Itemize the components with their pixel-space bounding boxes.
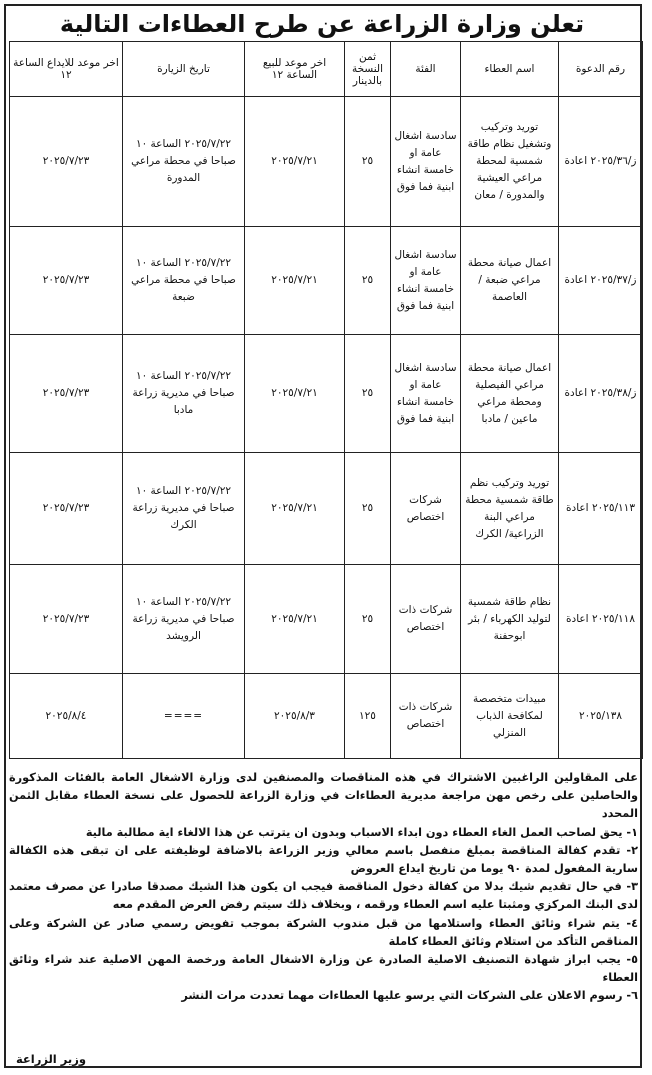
note-item-2: ٢- تقدم كفالة المناقصة بمبلغ منفصل باسم معالي وزير الزراعة بالاضافة لوظيفته على ان تبقى هذه الكفالة سارية المفعول لمدة ٩٠ يوما من تاريخ ايداع العروض [9,843,638,876]
cell-tender-name: اعمال صيانة محطة مراعي الفيصلية ومحطة مراعي ماعين / مادبا [461,335,559,453]
cell-price: ٢٥ [345,227,391,335]
table-row [10,97,643,227]
cell-sale-deadline: ٢٠٢٥/٨/٣ [245,674,345,759]
cell-visit-date: ٢٠٢٥/٧/٢٢ الساعة ١٠ صباحا في مديرية زراعة الرويشد [123,565,245,674]
cell-category: شركات ذات اختصاص [391,674,461,759]
cell-price: ٢٥ [345,565,391,674]
cell-category: سادسة اشغال عامة او خامسة انشاء ابنية فما فوق [391,97,461,227]
cell-deposit-deadline: ٢٠٢٥/٧/٢٣ [10,453,123,565]
cell-price: ٢٥ [345,97,391,227]
cell-tender-name: توريد وتركيب نظم طاقة شمسية محطة مراعي البنة الزراعية/ الكرك [461,453,559,565]
table-row [10,335,643,453]
note-item-4: ٤- يتم شراء وثائق العطاء واستلامها من قبل مندوب الشركة بموجب تفويض رسمي صادر عن الشركة وعلى المناقص التأكد من استلام وثائق العطاء كاملة [9,916,638,948]
table-row [10,674,643,759]
cell-invite-no: ز/٢٠٢٥/٣٦ اعادة [559,97,643,227]
cell-category: سادسة اشغال عامة او خامسة انشاء ابنية فما فوق [391,335,461,453]
note-item-5: ٥- يجب ابراز شهادة التصنيف الاصلية الصادرة عن وزارة الاشغال العامة ورخصة المهن الاصلية عند شراء وثائق العطاء [9,953,638,985]
cell-category: سادسة اشغال عامة او خامسة انشاء ابنية فما فوق [391,227,461,335]
cell-invite-no: ز/٢٠٢٥/٣٧ اعادة [559,227,643,335]
page-title: تعلن وزارة الزراعة عن طرح العطاءات التالية [59,10,585,38]
cell-visit-date: ==== [123,674,245,759]
cell-invite-no: ٢٠٢٥/١٣٨ [559,674,643,759]
table-row [10,227,643,335]
cell-tender-name: اعمال صيانة محطة مراعي ضبعة / العاصمة [461,227,559,335]
header-category: الفئة [391,42,461,97]
header-invite-no: رقم الدعوة [559,42,643,97]
note-item-3: ٣- في حال تقديم شيك بدلا من كفالة دخول المناقصة فيجب ان يكون هذا الشيك مصدقا صادرا عن مصرف معتمد لدى البنك المركزي ومثبتا عليه اسم العطاء ورقمه ، وبخلاف ذلك سيتم رفض العرض المقدم معه [9,880,638,912]
cell-sale-deadline: ٢٠٢٥/٧/٢١ [245,565,345,674]
cell-sale-deadline: ٢٠٢٥/٧/٢١ [245,453,345,565]
cell-visit-date: ٢٠٢٥/٧/٢٢ الساعة ١٠ صباحا في مديرية زراعة مادبا [123,335,245,453]
cell-deposit-deadline: ٢٠٢٥/٧/٢٣ [10,335,123,453]
table-header-row [10,42,643,97]
header-price: ثمن النسخة بالدينار [345,42,391,97]
cell-deposit-deadline: ٢٠٢٥/٨/٤ [10,674,123,759]
header-deposit-deadline: اخر موعد للايداع الساعة ١٢ [10,42,123,97]
cell-deposit-deadline: ٢٠٢٥/٧/٢٣ [10,565,123,674]
cell-sale-deadline: ٢٠٢٥/٧/٢١ [245,335,345,453]
cell-deposit-deadline: ٢٠٢٥/٧/٢٣ [10,227,123,335]
cell-tender-name: توريد وتركيب وتشغيل نظام طاقة شمسية لمحطة مراعي العيشية والمدورة / معان [461,97,559,227]
cell-tender-name: مبيدات متخصصة لمكافحة الذباب المنزلي [461,674,559,759]
header-visit-date: تاريخ الزيارة [123,42,245,97]
cell-category: شركات اختصاص [391,453,461,565]
table-row [10,453,643,565]
notes-intro: على المقاولين الراغبين الاشتراك في هذه المناقصات والمصنفين لدى وزارة الاشغال العامة بالفئات المذكورة والحاصلين على رخص مهن مراجعة مديرية العطاءات في وزارة الزراعة للحصول على نسخة العطاء مقابل الثمن المحدد [9,771,638,821]
note-item-1: ١- يحق لصاحب العمل الغاء العطاء دون ابداء الاسباب وبدون ان يترتب عن هذا الالغاء اية مطالبة مالية [85,825,638,839]
table-row [10,565,643,674]
header-tender-name: اسم العطاء [461,42,559,97]
cell-visit-date: ٢٠٢٥/٧/٢٢ الساعة ١٠ صباحا في محطة مراعي المدورة [123,97,245,227]
cell-invite-no: ٢٠٢٥/١١٣ اعادة [559,453,643,565]
cell-invite-no: ٢٠٢٥/١١٨ اعادة [559,565,643,674]
note-item-6: ٦- رسوم الاعلان على الشركات التي يرسو عليها العطاءات مهما تعددت مرات النشر [181,989,638,1003]
cell-price: ٢٥ [345,453,391,565]
cell-category: شركات ذات اختصاص [391,565,461,674]
cell-sale-deadline: ٢٠٢٥/٧/٢١ [245,227,345,335]
cell-deposit-deadline: ٢٠٢٥/٧/٢٣ [10,97,123,227]
cell-sale-deadline: ٢٠٢٥/٧/٢١ [245,97,345,227]
tenders-table [9,41,643,759]
cell-visit-date: ٢٠٢٥/٧/٢٢ الساعة ١٠ صباحا في مديرية زراعة الكرك [123,453,245,565]
cell-price: ٢٥ [345,335,391,453]
header-sale-deadline: اخر موعد للبيع الساعة ١٢ [245,42,345,97]
cell-tender-name: نظام طاقة شمسية لتوليد الكهرباء / بئر ابوحفنة [461,565,559,674]
cell-visit-date: ٢٠٢٥/٧/٢٢ الساعة ١٠ صباحا في محطة مراعي ضبعة [123,227,245,335]
cell-price: ١٢٥ [345,674,391,759]
terms-notes [9,769,638,1006]
cell-invite-no: ز/٢٠٢٥/٣٨ اعادة [559,335,643,453]
minister-signature: وزير الزراعة [15,1052,86,1066]
